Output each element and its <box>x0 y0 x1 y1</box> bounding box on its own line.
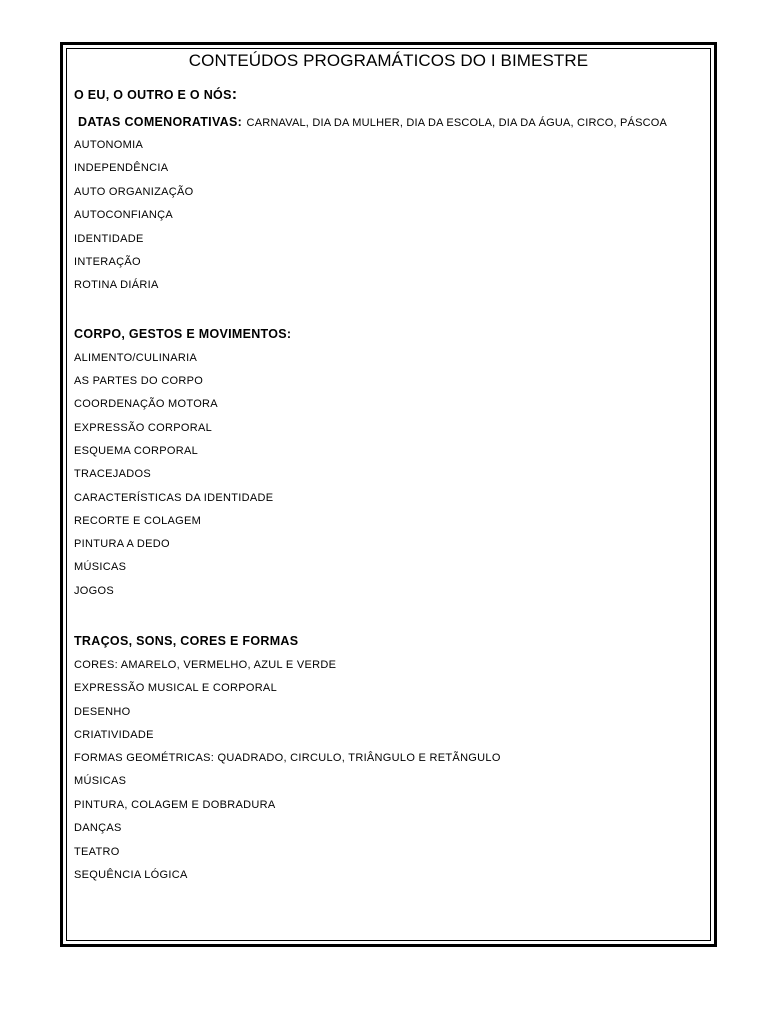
list-item: AUTO ORGANIZAÇÃO <box>74 186 194 198</box>
list-item: EXPRESSÃO CORPORAL <box>74 422 213 434</box>
list-item: CARACTERÍSTICAS DA IDENTIDADE <box>74 492 274 504</box>
list-item: COORDENAÇÃO MOTORA <box>74 398 218 410</box>
list-item: DESENHO <box>74 706 131 718</box>
list-item: RECORTE E COLAGEM <box>74 515 202 527</box>
list-item: ESQUEMA CORPORAL <box>74 445 198 457</box>
list-item: ALIMENTO/CULINARIA <box>74 352 198 364</box>
list-item: AUTOCONFIANÇA <box>74 209 174 221</box>
list-item: INDEPENDÊNCIA <box>74 162 169 174</box>
list-item: TEATRO <box>74 846 120 858</box>
list-item: INTERAÇÃO <box>74 256 141 268</box>
list-item: IDENTIDADE <box>74 233 144 245</box>
dates-values: CARNAVAL, DIA DA MULHER, DIA DA ESCOLA, DIA DA ÁGUA, CIRCO, PÁSCOA <box>246 117 668 129</box>
section-heading-tracos-sons: TRAÇOS, SONS, CORES E FORMAS <box>74 634 299 648</box>
section-heading-text: O EU, O OUTRO E O NÓS <box>74 88 232 102</box>
section-heading-corpo-gestos: CORPO, GESTOS E MOVIMENTOS: <box>74 327 292 341</box>
list-item: FORMAS GEOMÉTRICAS: QUADRADO, CIRCULO, TRIÂNGULO E RETÃNGULO <box>74 752 501 764</box>
list-item: PINTURA, COLAGEM E DOBRADURA <box>74 799 276 811</box>
list-item: EXPRESSÃO MUSICAL E CORPORAL <box>74 682 277 694</box>
dates-line <box>78 113 667 131</box>
list-item: DANÇAS <box>74 822 122 834</box>
list-item: CORES: AMARELO, VERMELHO, AZUL E VERDE <box>74 659 337 671</box>
section-heading-eu-outro-nos <box>74 86 237 104</box>
list-item: JOGOS <box>74 585 115 597</box>
list-item: CRIATIVIDADE <box>74 729 154 741</box>
list-item: MÚSICAS <box>74 775 127 787</box>
heading-colon: : <box>231 86 238 103</box>
document-title: CONTEÚDOS PROGRAMÁTICOS DO I BIMESTRE <box>188 51 589 70</box>
list-item: AS PARTES DO CORPO <box>74 375 204 387</box>
list-item: MÚSICAS <box>74 561 127 573</box>
list-item: TRACEJADOS <box>74 468 151 480</box>
list-item: AUTONOMIA <box>74 139 144 151</box>
list-item: SEQUÊNCIA LÓGICA <box>74 869 188 881</box>
list-item: PINTURA A DEDO <box>74 538 170 550</box>
list-item: ROTINA DIÁRIA <box>74 279 159 291</box>
dates-label: DATAS COMENORATIVAS: <box>78 115 243 129</box>
